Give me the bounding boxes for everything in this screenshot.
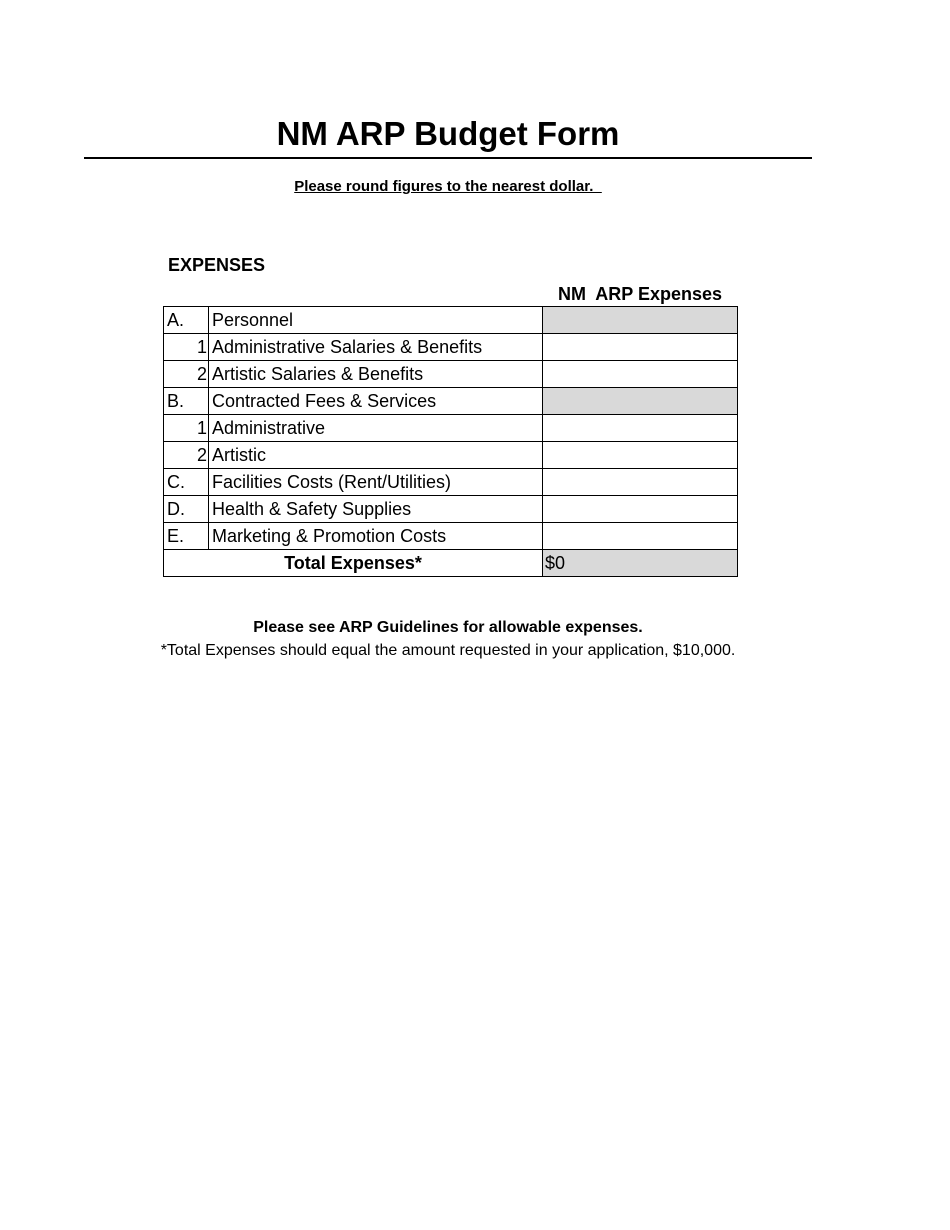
table-row-contracted-fees <box>164 388 738 415</box>
row-description: Marketing & Promotion Costs <box>209 523 543 550</box>
total-expenses-label: Total Expenses* <box>164 550 543 577</box>
table-row-artistic-salaries <box>164 361 738 388</box>
row-code: C. <box>164 469 209 496</box>
marketing-amount-input[interactable] <box>543 523 738 550</box>
expenses-heading: EXPENSES <box>168 255 266 275</box>
row-description: Administrative Salaries & Benefits <box>209 334 543 361</box>
contracted-administrative-amount-input[interactable] <box>543 415 738 442</box>
row-code: 2 <box>164 442 209 469</box>
artistic-salaries-amount-input[interactable] <box>543 361 738 388</box>
row-description: Artistic <box>209 442 543 469</box>
table-row-health-safety <box>164 496 738 523</box>
table-row-total <box>164 550 738 577</box>
row-code: B. <box>164 388 209 415</box>
contracted-fees-amount-cell <box>543 388 738 415</box>
row-code: D. <box>164 496 209 523</box>
row-description: Facilities Costs (Rent/Utilities) <box>209 469 543 496</box>
row-description: Administrative <box>209 415 543 442</box>
table-row-personnel <box>164 307 738 334</box>
row-description: Contracted Fees & Services <box>209 388 543 415</box>
row-code: E. <box>164 523 209 550</box>
row-code: 2 <box>164 361 209 388</box>
row-code: 1 <box>164 415 209 442</box>
row-description: Personnel <box>209 307 543 334</box>
personnel-amount-cell <box>543 307 738 334</box>
row-code: 1 <box>164 334 209 361</box>
expenses-table <box>163 306 738 577</box>
facilities-costs-amount-input[interactable] <box>543 469 738 496</box>
row-description: Health & Safety Supplies <box>209 496 543 523</box>
total-expenses-value: $0 <box>543 550 738 577</box>
total-expenses-footnote: *Total Expenses should equal the amount requested in your application, $10,000. <box>160 642 736 659</box>
rounding-instruction: Please round figures to the nearest dollar. <box>294 178 602 195</box>
page-title: NM ARP Budget Form <box>276 115 620 152</box>
table-row-facilities-costs <box>164 469 738 496</box>
expenses-column-header: NM ARP Expenses <box>557 284 723 304</box>
table-row-contracted-artistic <box>164 442 738 469</box>
row-description: Artistic Salaries & Benefits <box>209 361 543 388</box>
table-row-contracted-administrative <box>164 415 738 442</box>
administrative-salaries-amount-input[interactable] <box>543 334 738 361</box>
health-safety-amount-input[interactable] <box>543 496 738 523</box>
row-code: A. <box>164 307 209 334</box>
title-underline-rule <box>84 157 812 159</box>
table-row-administrative-salaries <box>164 334 738 361</box>
guidelines-note: Please see ARP Guidelines for allowable expenses. <box>253 619 643 636</box>
contracted-artistic-amount-input[interactable] <box>543 442 738 469</box>
table-row-marketing <box>164 523 738 550</box>
